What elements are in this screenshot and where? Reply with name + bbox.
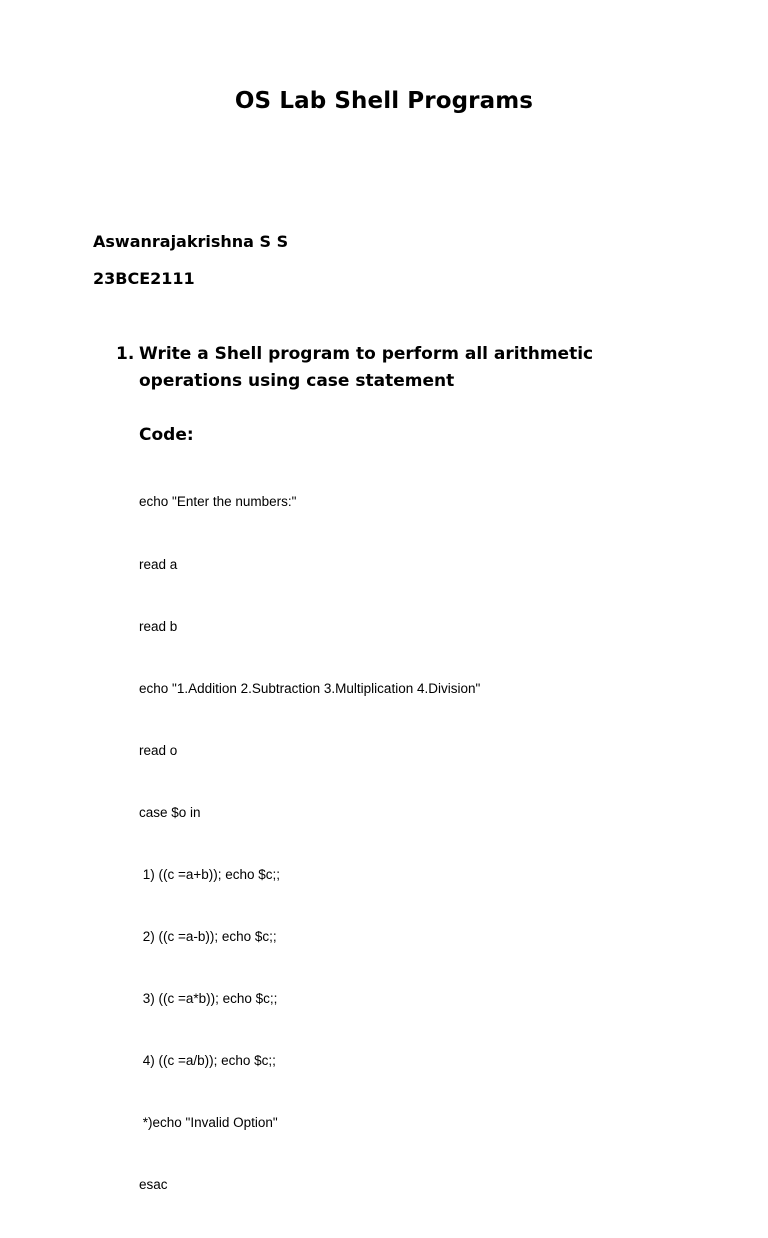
page-title: OS Lab Shell Programs — [234, 88, 534, 114]
code-line: echo "Enter the numbers:" — [139, 494, 297, 510]
register-number: 23BCE2111 — [93, 269, 195, 288]
code-block — [139, 451, 480, 1238]
author-name: Aswanrajakrishna S S — [93, 232, 289, 251]
code-line: 4) ((c =a/b)); echo $c;; — [139, 1053, 276, 1069]
code-line: 2) ((c =a-b)); echo $c;; — [139, 929, 277, 945]
code-line: echo "1.Addition 2.Subtraction 3.Multiplication 4.Division" — [139, 680, 481, 696]
question-text: Write a Shell program to perform all arithmetic operations using case statement — [139, 344, 594, 391]
code-line: *)echo "Invalid Option" — [139, 1115, 278, 1131]
code-line: 1) ((c =a+b)); echo $c;; — [139, 866, 281, 882]
code-line: read a — [139, 556, 178, 572]
code-heading: Code: — [139, 425, 194, 445]
question-item — [116, 341, 616, 395]
code-line: 3) ((c =a*b)); echo $c;; — [139, 991, 278, 1007]
code-line: case $o in — [139, 804, 201, 820]
question-number: 1. — [116, 344, 135, 364]
code-line: read b — [139, 618, 178, 634]
code-line: esac — [139, 1177, 168, 1193]
code-line: read o — [139, 742, 178, 758]
